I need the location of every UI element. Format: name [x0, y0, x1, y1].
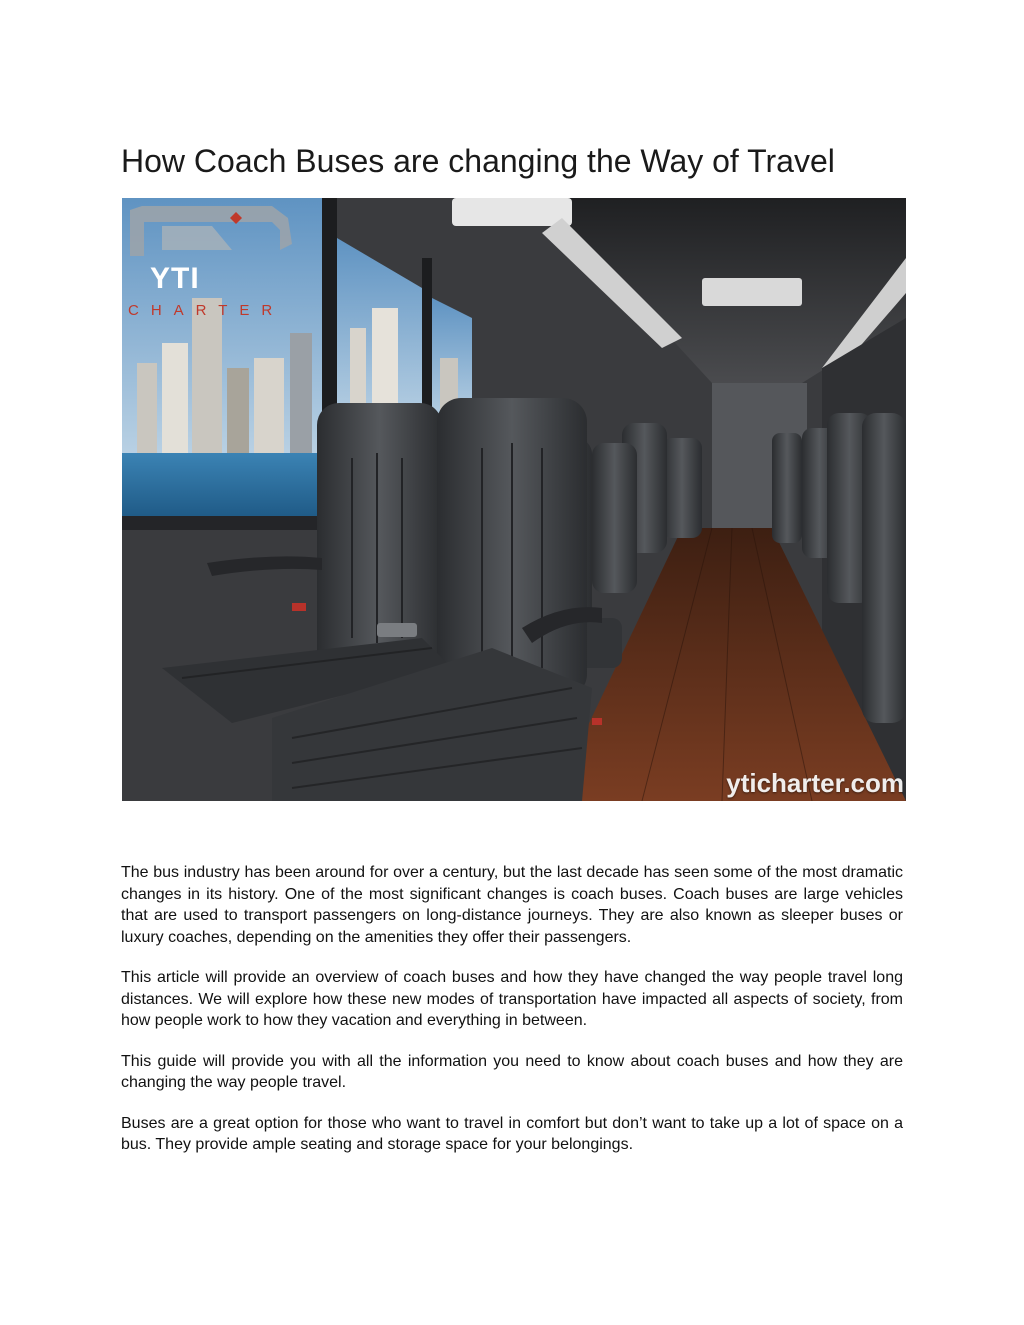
- article-body: [121, 862, 903, 1175]
- watermark-text: yticharter.com: [726, 768, 904, 798]
- yti-logo-icon: [122, 198, 292, 278]
- paragraph-1: The bus industry has been around for over a century, but the last decade has seen some of the most dramatic changes in its history. One of the most significant changes is coach buses. Coach buses are large vehicles that are used to transport passengers on long-distance journeys. They are also known as sleeper buses or luxury coaches, depending on the amenities they offer their passengers.: [121, 864, 903, 946]
- page-title: How Coach Buses are changing the Way of Travel: [121, 143, 835, 179]
- paragraph-4: Buses are a great option for those who want to travel in comfort but don’t want to take up a lot of space on a bus. They provide ample seating and storage space for your belongings.: [121, 1114, 903, 1153]
- ceiling-vent: [702, 278, 802, 306]
- seatbelt-buckle: [377, 623, 417, 637]
- logo-subtext: CHARTER: [128, 302, 285, 319]
- bus-interior-photo: [122, 198, 906, 801]
- bus-interior-illustration: [122, 198, 906, 801]
- logo-text: YTI: [150, 262, 200, 295]
- paragraph-3: This guide will provide you with all the information you need to know about coach buses and how they are changing the way people travel.: [121, 1052, 903, 1091]
- paragraph-2: This article will provide an overview of coach buses and how they have changed the way people travel long distances. We will explore how these new modes of transportation have impacted all aspects of society, from how people work to how they vacation and everything in between.: [121, 969, 903, 1029]
